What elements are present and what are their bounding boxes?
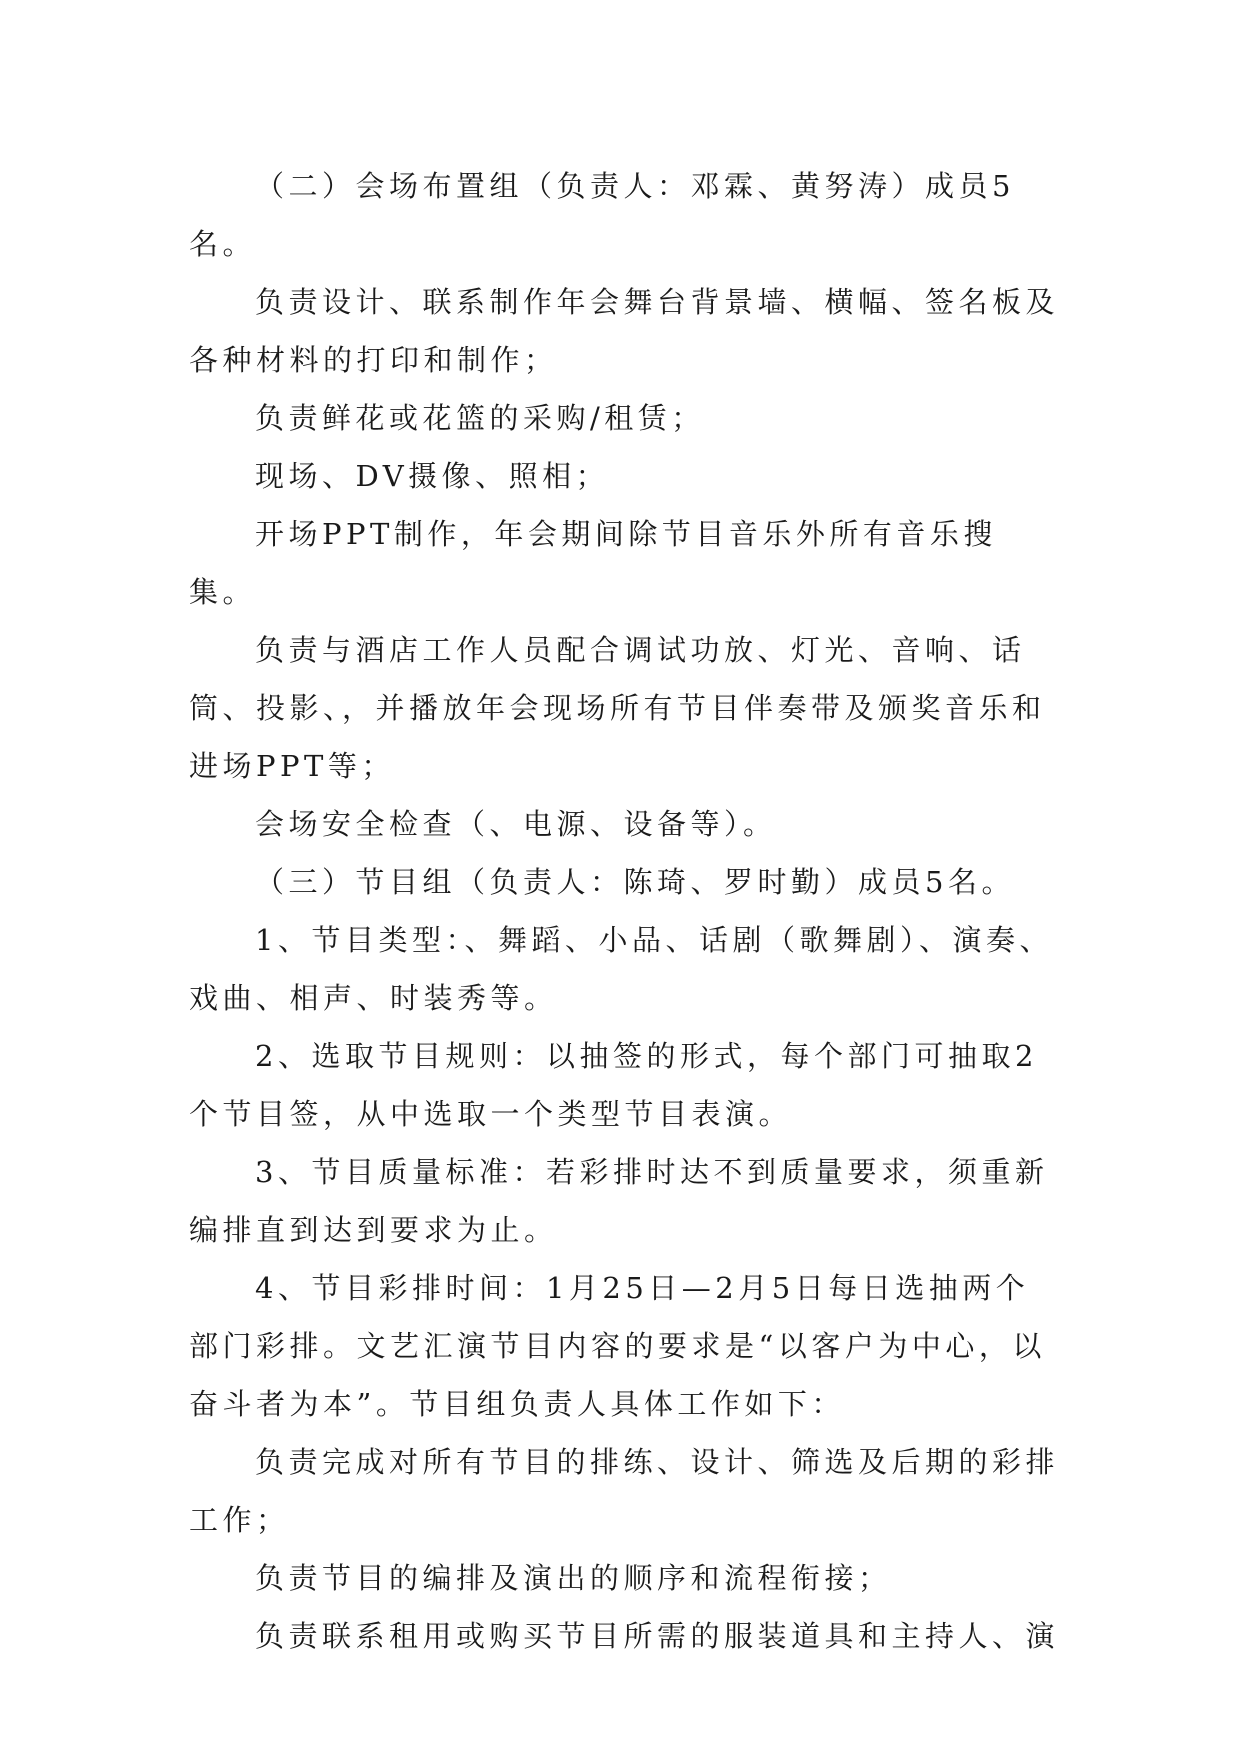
paragraph-photography: 现场、DV摄像、照相；	[255, 459, 610, 493]
paragraph-rehearsal-work: 负责完成对所有节目的排练、设计、筛选及后期的彩排工作；	[189, 1445, 1060, 1537]
paragraph-opening-ppt: 开场PPT制作，年会期间除节目音乐外所有音乐搜集。	[189, 517, 997, 609]
paragraph-program-order: 负责节目的编排及演出的顺序和流程衔接；	[255, 1561, 892, 1595]
paragraph-venue-group-heading: （二）会场布置组（负责人：邓霖、黄努涛）成员5名。	[189, 169, 1015, 261]
paragraph-av-equipment: 负责与酒店工作人员配合调试功放、灯光、音响、话筒、投影、，并播放年会现场所有节目伴奏带及颁奖音乐和进场PPT等；	[189, 633, 1046, 783]
document-body	[189, 157, 1059, 1665]
paragraph-selection-rules: 2、选取节目规则：以抽签的形式，每个部门可抽取2个节目签，从中选取一个类型节目表演。	[189, 1039, 1038, 1131]
paragraph-design-materials: 负责设计、联系制作年会舞台背景墙、横幅、签名板及各种材料的打印和制作；	[189, 285, 1060, 377]
paragraph-costumes-props: 负责联系租用或购买节目所需的服装道具和主持人、演	[255, 1619, 1060, 1653]
paragraph-rehearsal-time: 4、节目彩排时间：1月25日—2月5日每日选抽两个部门彩排。文艺汇演节目内容的要求是“以客户为中心，以奋斗者为本”。节目组负责人具体工作如下：	[189, 1271, 1046, 1421]
paragraph-program-group-heading: （三）节目组（负责人：陈琦、罗时勤）成员5名。	[255, 865, 1015, 899]
paragraph-safety-check: 会场安全检查（、电源、设备等）。	[255, 807, 777, 841]
paragraph-program-types: 1、节目类型：、舞蹈、小品、话剧（歌舞剧）、演奏、戏曲、相声、时装秀等。	[189, 923, 1053, 1015]
paragraph-quality-standard: 3、节目质量标准：若彩排时达不到质量要求，须重新编排直到达到要求为止。	[189, 1155, 1049, 1247]
paragraph-flowers: 负责鲜花或花篮的采购/租赁；	[255, 401, 705, 435]
